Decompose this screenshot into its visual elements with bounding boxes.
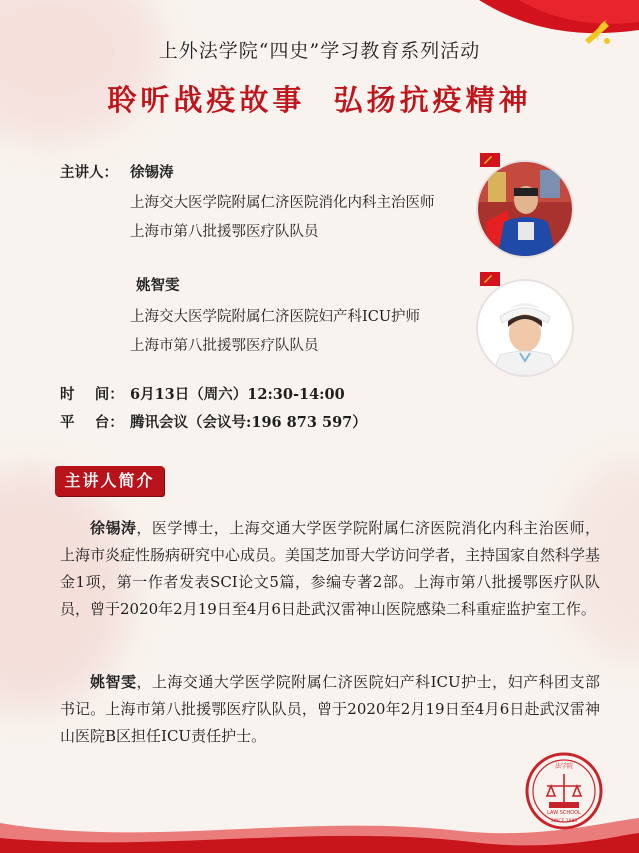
speaker-intro-badge: 主讲人简介: [55, 466, 164, 496]
platform-value: 腾讯会议（会议号:196 873 597）: [130, 414, 367, 431]
speaker-2-bio: [60, 669, 600, 750]
speaker-label: 主讲人：: [60, 164, 118, 181]
speaker-1-photo: [476, 160, 574, 258]
speaker-1-bio: [60, 515, 600, 623]
speaker-2-team: 上海市第八批援鄂医疗队队员: [130, 338, 319, 354]
speaker-1-title: 上海交大医学院附属仁济医院消化内科主治医师: [130, 195, 435, 211]
bio-2-name: 姚智雯: [90, 673, 137, 691]
time-value: 6月13日（周六）12:30-14:00: [130, 386, 345, 403]
speaker-1-name: 徐锡涛: [130, 164, 174, 181]
party-flag-icon: [480, 153, 500, 167]
svg-text:SINCE 1983: SINCE 1983: [550, 819, 578, 824]
bio-2-text: ，上海交通大学医学院附属仁济医院妇产科ICU护士，妇产科团支部书记。上海市第八批援鄂医疗队队员，曾于2020年2月19日至4月6日赴武汉雷神山医院B区担任ICU责任护士。: [60, 673, 600, 745]
bio-1-name: 徐锡涛: [90, 519, 137, 537]
bottom-red-wave-decoration: [0, 793, 639, 853]
time-label: 时 间：: [60, 386, 124, 403]
speaker-2-name: 姚智雯: [136, 277, 180, 294]
event-title: 聆听战疫故事 弘扬抗疫精神: [107, 83, 532, 117]
svg-text:法学院: 法学院: [554, 763, 574, 770]
svg-text:LAW SCHOOL: LAW SCHOOL: [547, 810, 581, 816]
organization-title: 上外法学院“四史”学习教育系列活动: [158, 40, 481, 62]
speaker-2-photo: [476, 279, 574, 377]
platform-label: 平 台：: [60, 414, 124, 431]
bio-1-text: ，医学博士，上海交通大学医学院附属仁济医院消化内科主治医师，上海市炎症性肠病研究中心成员。美国芝加哥大学访问学者，主持国家自然科学基金1项，第一作者发表SCI论文5篇，参编专著2部。上海市第八批援鄂医疗队队员，曾于2020年2月19日至4月6日赴武汉雷神山医院感染二科重症监护室工作。: [60, 519, 601, 618]
speaker-2-title: 上海交大医学院附属仁济医院妇产科ICU护师: [130, 309, 421, 325]
party-flag-icon: [480, 272, 500, 286]
background-watercolor-top-left: [0, 0, 160, 140]
speaker-1-team: 上海市第八批援鄂医疗队队员: [130, 224, 319, 240]
